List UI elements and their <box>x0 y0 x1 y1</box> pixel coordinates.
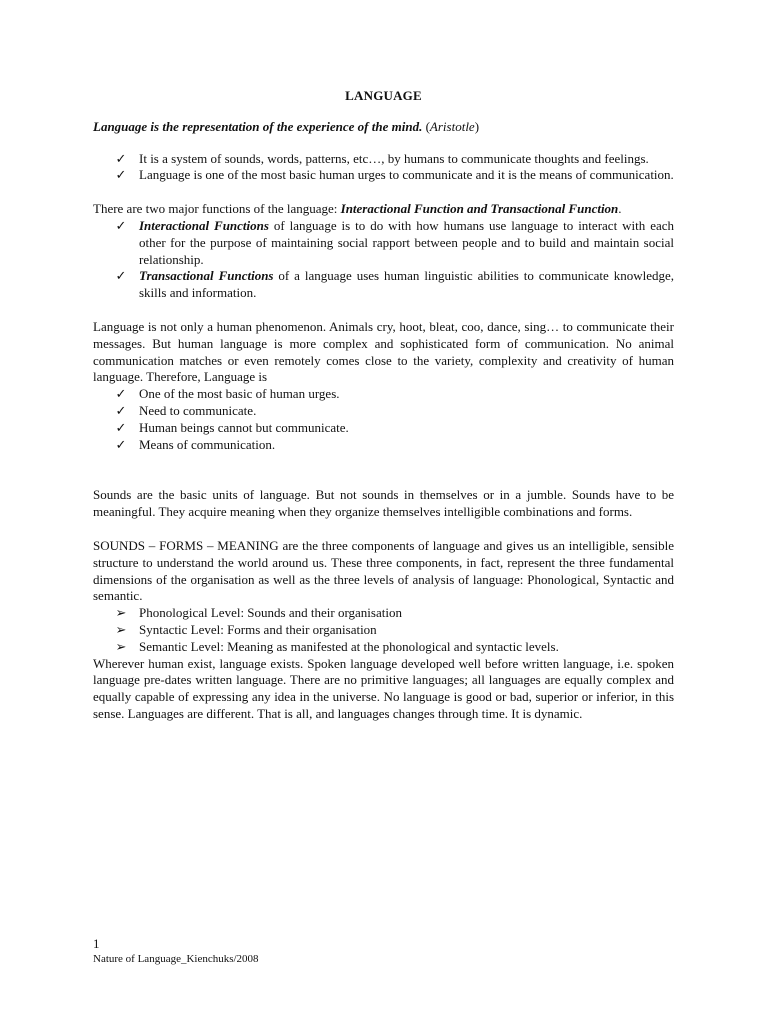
list-item: ✓ It is a system of sounds, words, patterns, etc…, by humans to communicate thoughts and feelings. <box>115 150 649 166</box>
page-footer <box>93 936 259 966</box>
closing-paragraph: Wherever human exist, language exists. Spoken language developed well before written language, i.e. spoken language pre-dates written language. There are no primitive languages; all languages are equally complex and equally capable of expressing any idea in the universe. No language is good or bad, superior or inferior, in this sense. Languages are different. That is all, and languages changes through time. It is dynamic. <box>93 655 674 721</box>
function-term: Interactional Functions <box>139 217 269 233</box>
check-icon: ✓ <box>115 386 127 402</box>
page-number: 1 <box>93 936 100 951</box>
list-item: ➢ Semantic Level: Meaning as manifested at the phonological and syntactic levels. <box>115 638 559 654</box>
list-item: ➢ Syntactic Level: Forms and their organisation <box>115 621 377 637</box>
arrow-bullet-icon: ➢ <box>115 621 127 637</box>
sounds-paragraph: Sounds are the basic units of language. But not sounds in themselves or in a jumble. Sounds have to be meaningful. They acquire meaning when they organize themselves intelligible combinations and forms. <box>93 487 674 520</box>
list-item: ✓ Transactional Functions of a language uses human linguistic abilities to communicate knowledge, skills and information. <box>115 268 674 301</box>
list-item: ➢ Phonological Level: Sounds and their organisation <box>115 605 402 621</box>
functions-paragraph: There are two major functions of the language: Interactional Function and Transactional Function. <box>93 201 622 217</box>
quote-paren-close: ) <box>474 118 480 134</box>
list-item: ✓ One of the most basic of human urges. <box>115 386 340 402</box>
functions-list <box>93 218 674 302</box>
check-icon: ✓ <box>115 217 127 233</box>
quote-text: Language is the representation of the experience of the mind. <box>93 118 423 134</box>
quote-author: Aristotle <box>429 118 475 134</box>
check-icon: ✓ <box>115 167 127 183</box>
list-item: ✓ Means of communication. <box>115 436 276 452</box>
check-icon: ✓ <box>115 150 127 166</box>
list-item: ✓ Need to communicate. <box>115 402 257 418</box>
list-item: ✓ Interactional Functions of language is to do with how humans use language to interact with each other for the purpose of maintaining social rapport between people and to build and maintain social relationship. <box>115 217 675 267</box>
list-item: ✓ Human beings cannot but communicate. <box>115 419 349 435</box>
arrow-bullet-icon: ➢ <box>115 605 127 621</box>
functions-emphasis: Interactional Function and Transactional Function <box>340 201 619 217</box>
check-icon: ✓ <box>115 402 127 418</box>
function-term: Transactional Functions <box>139 268 274 284</box>
aristotle-quote <box>93 119 674 136</box>
phenomenon-paragraph: Language is not only a human phenomenon. Animals cry, hoot, bleat, coo, dance, sing… to communicate their messages. But human language is more complex and sophisticated form of communication. No animal communication matches or even remotely comes close to the variety, complexity and creativity of human language. Therefore, Language is <box>93 318 674 385</box>
list-item: ✓ Language is one of the most basic human urges to communicate and it is the means of communication. <box>115 167 674 183</box>
language-is-list <box>93 386 674 453</box>
document-body <box>93 88 674 723</box>
footer-note: Nature of Language_Kienchuks/2008 <box>93 953 259 965</box>
arrow-bullet-icon: ➢ <box>115 638 127 654</box>
check-icon: ✓ <box>115 268 127 284</box>
check-icon: ✓ <box>115 419 127 435</box>
check-icon: ✓ <box>115 436 127 452</box>
quote-paren-open: ( <box>422 118 430 134</box>
components-paragraph: SOUNDS – FORMS – MEANING are the three components of language and gives us an intelligible, sensible structure to understand the world around us. These three components, in fact, represent the three fundamental dimensions of the organisation as well as the three levels of analysis of language: Phonological, Syntactic and semantic. <box>93 537 674 604</box>
levels-list <box>93 605 674 655</box>
intro-list <box>93 151 674 185</box>
page-title: LANGUAGE <box>345 88 422 103</box>
